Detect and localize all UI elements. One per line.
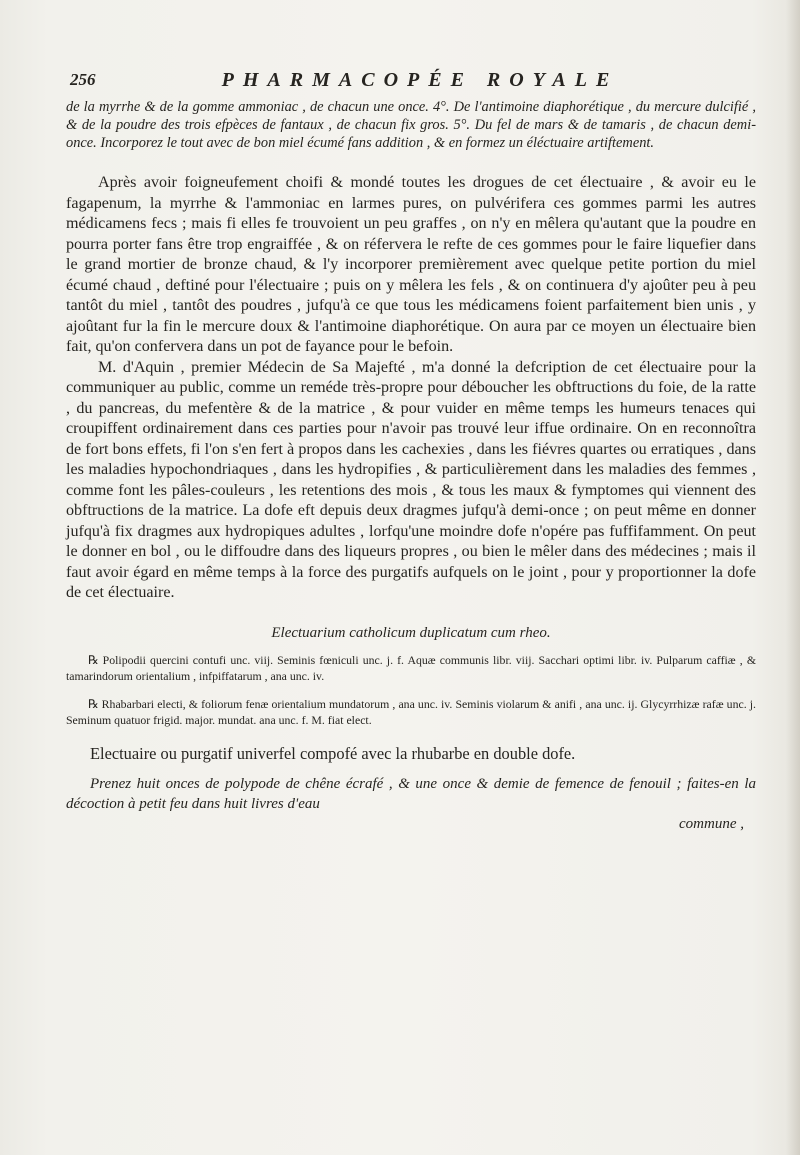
preparation-paragraph: Après avoir foigneufement choifi & mondé toutes les drogues de cet électuaire , & avoir eu le fagapenum, la myrrhe & l'ammoniac en larmes pures, on pulvérifera ces gommes parmi les autres médicamens fecs ; mais fi elles fe trouvoient un peu graffes , on n'y en mêlera qu'autant que la poudre en pourra porter fans être trop engraiffée , & on réfervera le refte de ces gommes pour le faire liquefier dans le grand mortier de bronze chaud, & l'y incorporer premièrement avec quelque petite portion du miel écumé chaud , deftiné pour l'électuaire ; puis on y mêlera les fels , & on continuera d'y ajoûter peu à peu tantôt du miel , tantôt des poudres , jufqu'à ce que tous les médicamens foient parfaitement bien unis , y ajoûtant fur la fin le mercure doux & l'antimoine diaphorétique. On aura par ce moyen un électuaire bien fait, qu'on confervera dans un pot de fayance pour le befoin. bbox=[66, 174, 756, 355]
french-recipe-heading: Electuaire ou purgatif univerfel compofé avec la rhubarbe en double dofe. bbox=[90, 743, 576, 763]
page-edge-shadow bbox=[786, 0, 800, 1155]
latin-prescription-1: ℞ Polipodii quercini contufi unc. viij. Seminis fœniculi unc. j. f. Aquæ communis libr. viij. Sacchari optimi libr. iv. Pulparum caffiæ , & tamarindorum orientalium , infpiffatarum , ana unc. iv. bbox=[66, 652, 756, 683]
catchword: commune , bbox=[679, 815, 744, 832]
page-number: 256 bbox=[70, 70, 96, 89]
latin-recipe-title: Electuarium catholicum duplicatum cum rheo. bbox=[271, 624, 551, 641]
recipe-instructions: Prenez huit onces de polypode de chêne écrafé , & une once & demie de femence de fenouil ; faites-en la décoction à petit feu dans huit livres d'eau bbox=[66, 775, 756, 812]
recipe-continuation: de la myrrhe & de la gomme ammoniac , de chacun une once. 4°. De l'antimoine diaphorétique , du mercure dulcifié , & de la poudre des trois efpèces de fantaux , de chacun fix gros. 5°. Du fel de mars & de tamaris , de chacun demi-once. Incorporez le tout avec de bon miel écumé fans addition , & en formez un éléctuaire artiftement. bbox=[66, 99, 756, 151]
usage-paragraph: M. d'Aquin , premier Médecin de Sa Majefté , m'a donné la defcription de cet électuaire pour la communiquer au public, comme un reméde très-propre pour déboucher les obftructions du foie, de la ratte , du pancreas, du mefentère & de la matrice , & pour vuider en même temps les humeurs tenaces qui croupiffent ordinairement dans ces parties pour n'avoir pas trouvé leur iffue ordinaire. On en reconnoîtra de fort bons effets, fi l'on s'en fert à propos dans les cachexies , dans les fiévres quartes ou erratiques , dans les maladies hypochondriaques , dans les hydropifies , & particulièrement dans les maladies des femmes , comme font les pâles-couleurs , les retentions des mois , & tous les maux & fymptomes qui viennent des obftructions de la matrice. La dofe eft depuis deux dragmes jufqu'à demi-once ; on peut même en donner jufqu'à fix dragmes aux hydropiques adultes , lorfqu'une moindre dofe n'opére pas fuffifamment. On peut le donner en bol , ou le diffoudre dans des liqueurs propres , ou bien le mêler dans des médecines ; mais il faut avoir égard en même temps à la force des purgatifs aufquels on le joint , pour y proportionner la dofe de cet électuaire. bbox=[66, 358, 756, 601]
running-title: PHARMACOPÉE ROYALE bbox=[221, 69, 619, 91]
page-header bbox=[70, 70, 755, 94]
page-body bbox=[66, 98, 756, 834]
latin-prescription-2: ℞ Rhabarbari electi, & foliorum fenæ orientalium mundatorum , ana unc. iv. Seminis violarum & anifi , ana unc. ij. Glycyrrhizæ rafæ unc. j. Seminum quatuor frigid. major. mundat. ana unc. f. M. fiat elect. bbox=[66, 696, 756, 727]
